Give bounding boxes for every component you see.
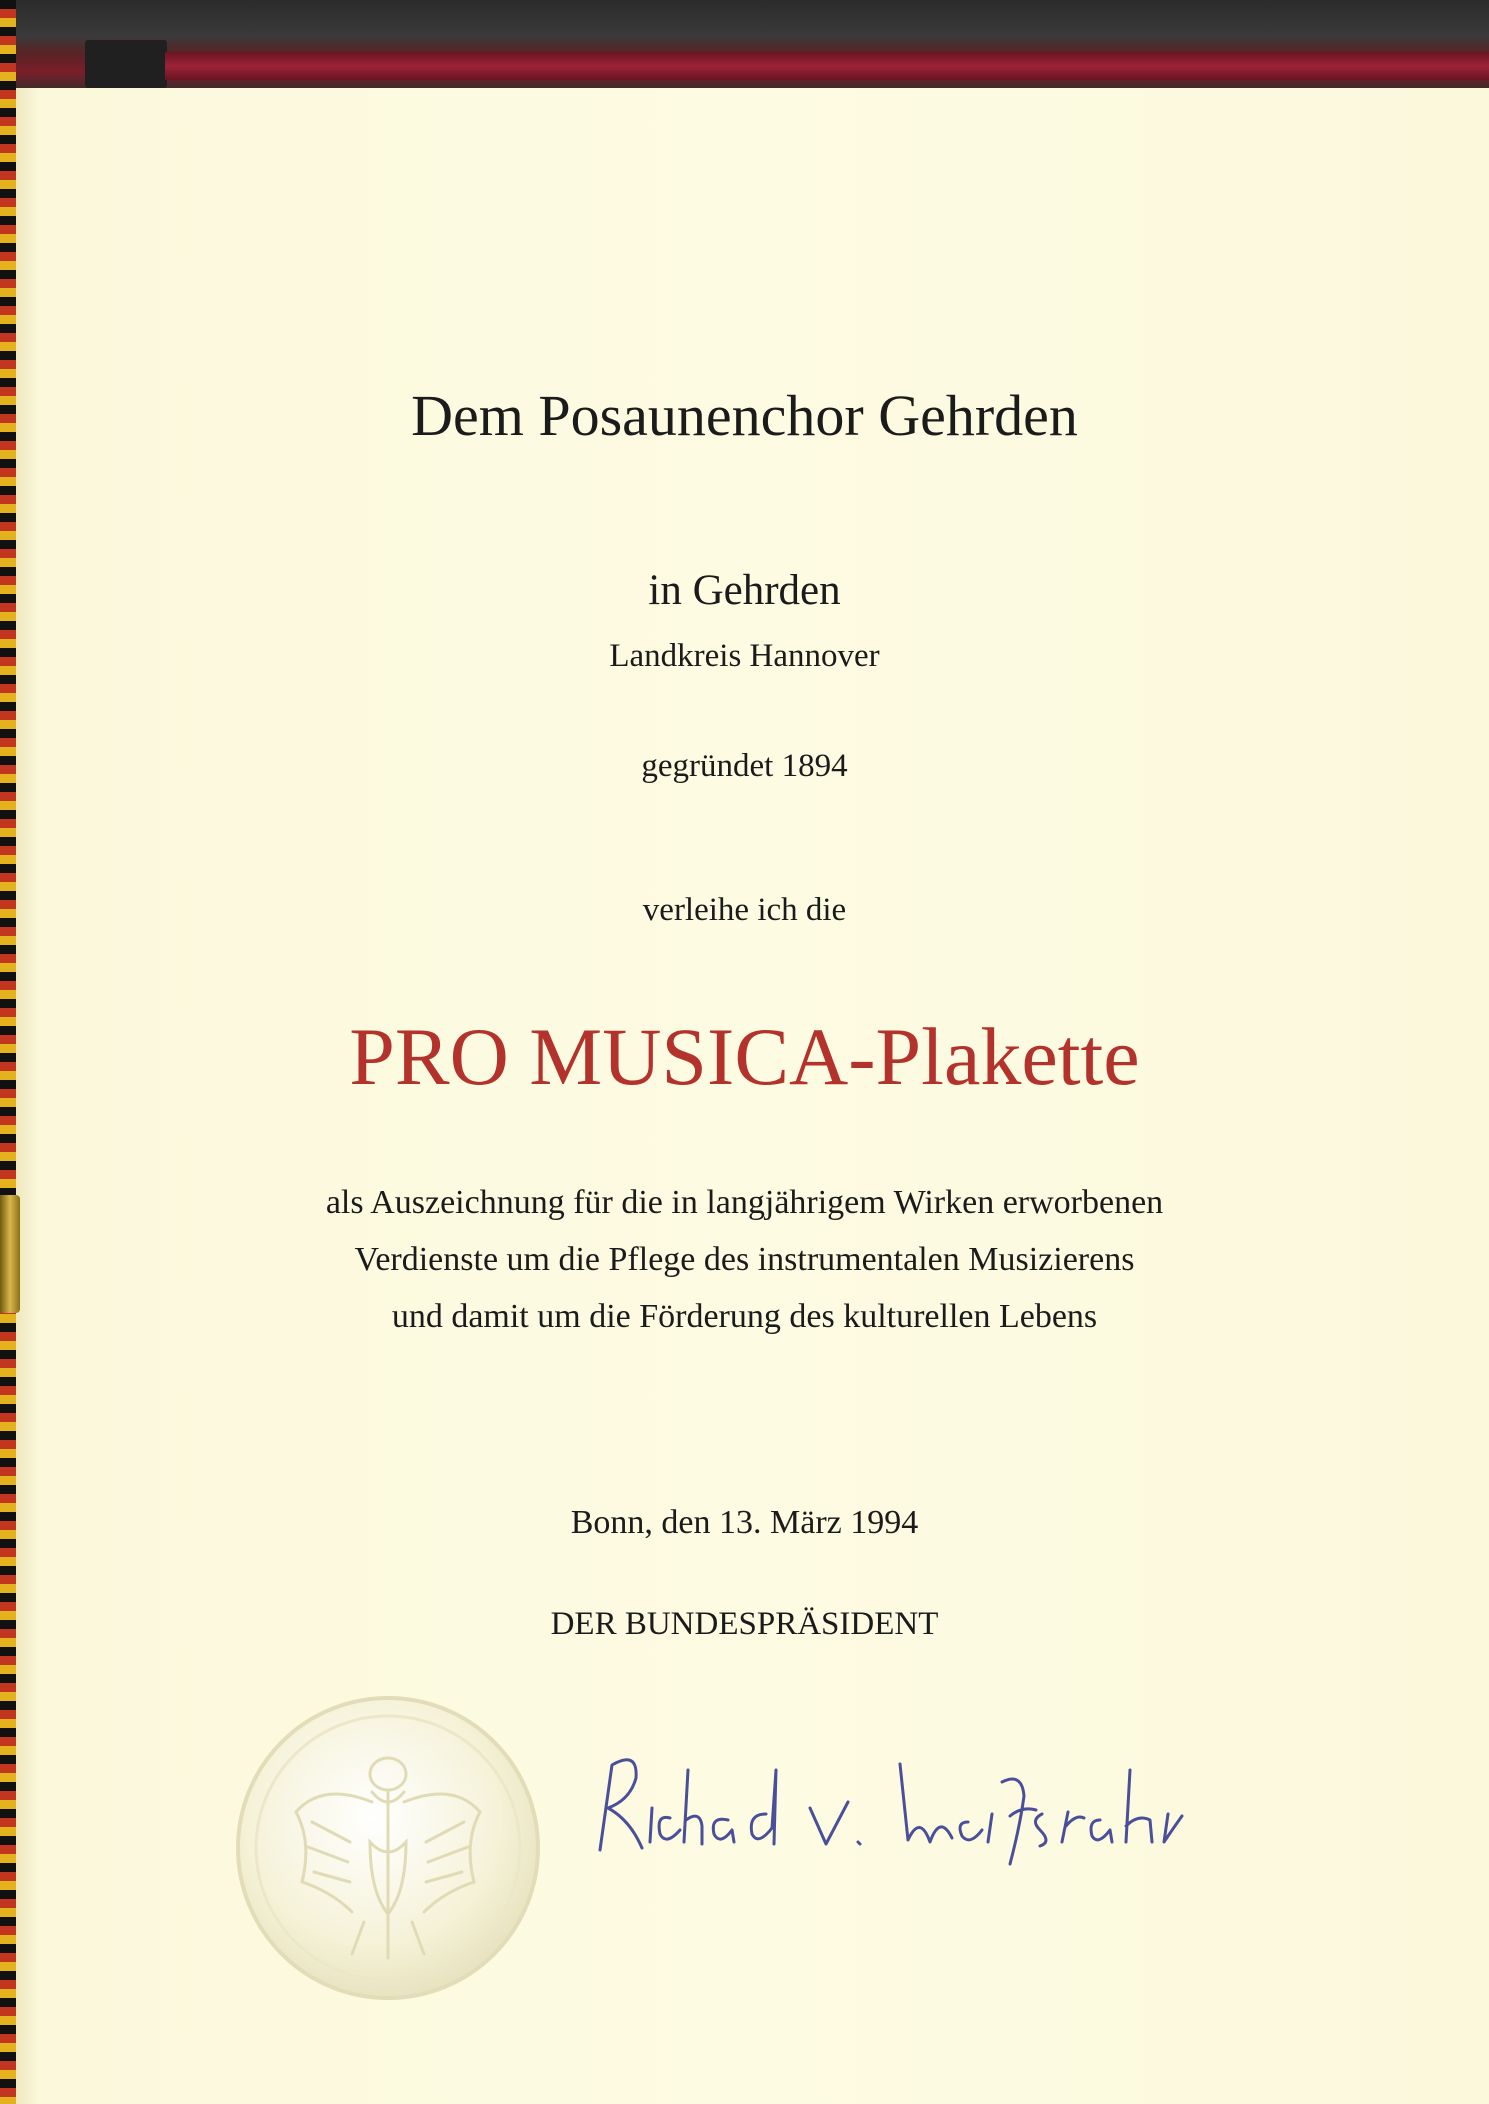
reason-line: als Auszeichnung für die in langjährigem Wirken erworbenen (325, 1184, 1164, 1221)
recipient-place: in Gehrden (648, 567, 841, 614)
founding-year: gegründet 1894 (641, 748, 848, 784)
folder-binding (0, 0, 1489, 90)
reason-line: Verdienste um die Pflege des instrumentalen Musizierens (354, 1241, 1135, 1278)
recipient-district: Landkreis Hannover (609, 638, 880, 674)
signature (590, 1730, 1190, 1870)
folder-tab (85, 40, 167, 88)
federal-eagle-emboss-icon (232, 1692, 544, 2004)
issuing-office: DER BUNDESPRÄSIDENT (550, 1606, 939, 1642)
reason-line: und damit um die Förderung des kulturellen Lebens (391, 1298, 1098, 1335)
recipient-name: Dem Posaunenchor Gehrden (411, 383, 1078, 448)
award-reason (0, 1174, 1489, 1345)
issue-date: Bonn, den 13. März 1994 (570, 1504, 919, 1541)
award-phrase: verleihe ich die (642, 892, 847, 928)
award-title: PRO MUSICA-Plakette (349, 1011, 1140, 1102)
folder-ribbon (165, 52, 1489, 80)
